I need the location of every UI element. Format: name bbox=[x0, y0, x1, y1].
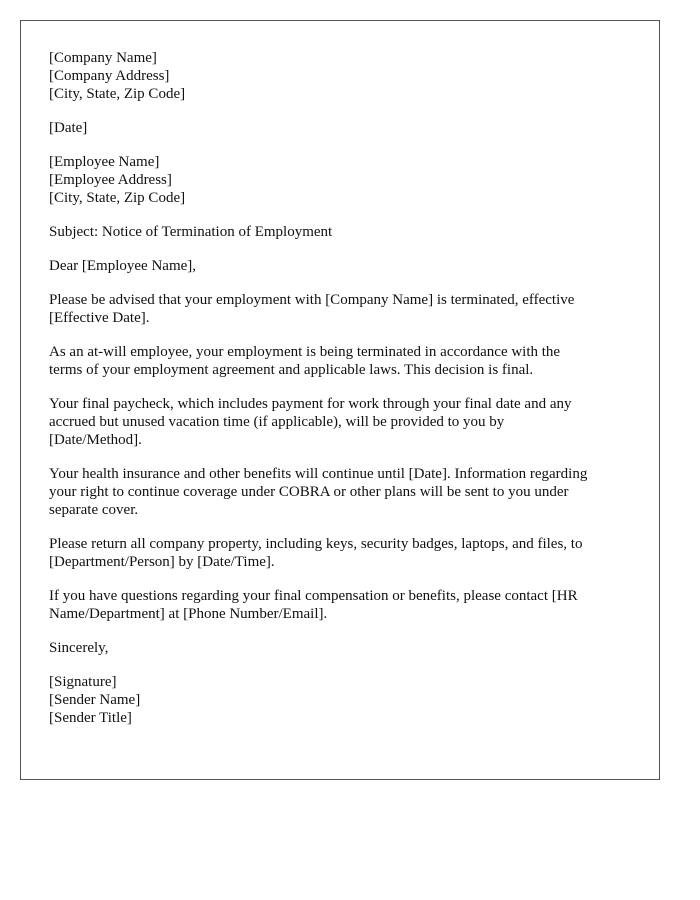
date-text: [Date] bbox=[49, 120, 88, 136]
signature-block bbox=[49, 673, 631, 727]
signature-placeholder: [Signature] bbox=[49, 674, 117, 690]
paragraph-benefits bbox=[49, 465, 631, 519]
sender-name: [Sender Name] bbox=[49, 692, 141, 708]
paragraph-line: Your health insurance and other benefits will continue until [Date]. Information regarding bbox=[49, 466, 588, 482]
sender-title: [Sender Title] bbox=[49, 710, 132, 726]
paragraph-line: your right to continue coverage under COBRA or other plans will be sent to you under bbox=[49, 484, 569, 500]
paragraph-line: [Department/Person] by [Date/Time]. bbox=[49, 554, 275, 570]
paragraph-effective-date bbox=[49, 291, 631, 327]
letter-date bbox=[49, 119, 631, 137]
paragraph-line: If you have questions regarding your final compensation or benefits, please contact [HR bbox=[49, 588, 578, 604]
recipient-address bbox=[49, 153, 631, 207]
salutation bbox=[49, 257, 631, 275]
paragraph-contact bbox=[49, 587, 631, 623]
paragraph-final-paycheck bbox=[49, 395, 631, 449]
company-city-state-zip: [City, State, Zip Code] bbox=[49, 86, 186, 102]
paragraph-line: [Date/Method]. bbox=[49, 432, 142, 448]
paragraph-line: accrued but unused vacation time (if applicable), will be provided to you by bbox=[49, 414, 505, 430]
employee-name: [Employee Name] bbox=[49, 154, 160, 170]
paragraph-line: terms of your employment agreement and applicable laws. This decision is final. bbox=[49, 362, 534, 378]
paragraph-line: Name/Department] at [Phone Number/Email]. bbox=[49, 606, 328, 622]
paragraph-line: As an at-will employee, your employment is being terminated in accordance with the bbox=[49, 344, 561, 360]
company-address: [Company Address] bbox=[49, 68, 170, 84]
sender-address bbox=[49, 49, 631, 103]
closing bbox=[49, 639, 631, 657]
salutation-text: Dear [Employee Name], bbox=[49, 258, 197, 274]
paragraph-line: Your final paycheck, which includes payment for work through your final date and any bbox=[49, 396, 572, 412]
subject-line bbox=[49, 223, 631, 241]
closing-text: Sincerely, bbox=[49, 640, 109, 656]
letter-page bbox=[20, 20, 660, 780]
employee-city-state-zip: [City, State, Zip Code] bbox=[49, 190, 186, 206]
paragraph-line: Please be advised that your employment with [Company Name] is terminated, effective bbox=[49, 292, 575, 308]
paragraph-at-will bbox=[49, 343, 631, 379]
subject-text: Subject: Notice of Termination of Employment bbox=[49, 224, 333, 240]
employee-address: [Employee Address] bbox=[49, 172, 172, 188]
paragraph-line: Please return all company property, including keys, security badges, laptops, and files, to bbox=[49, 536, 583, 552]
paragraph-line: separate cover. bbox=[49, 502, 139, 518]
paragraph-return-property bbox=[49, 535, 631, 571]
company-name: [Company Name] bbox=[49, 50, 157, 66]
paragraph-line: [Effective Date]. bbox=[49, 310, 150, 326]
